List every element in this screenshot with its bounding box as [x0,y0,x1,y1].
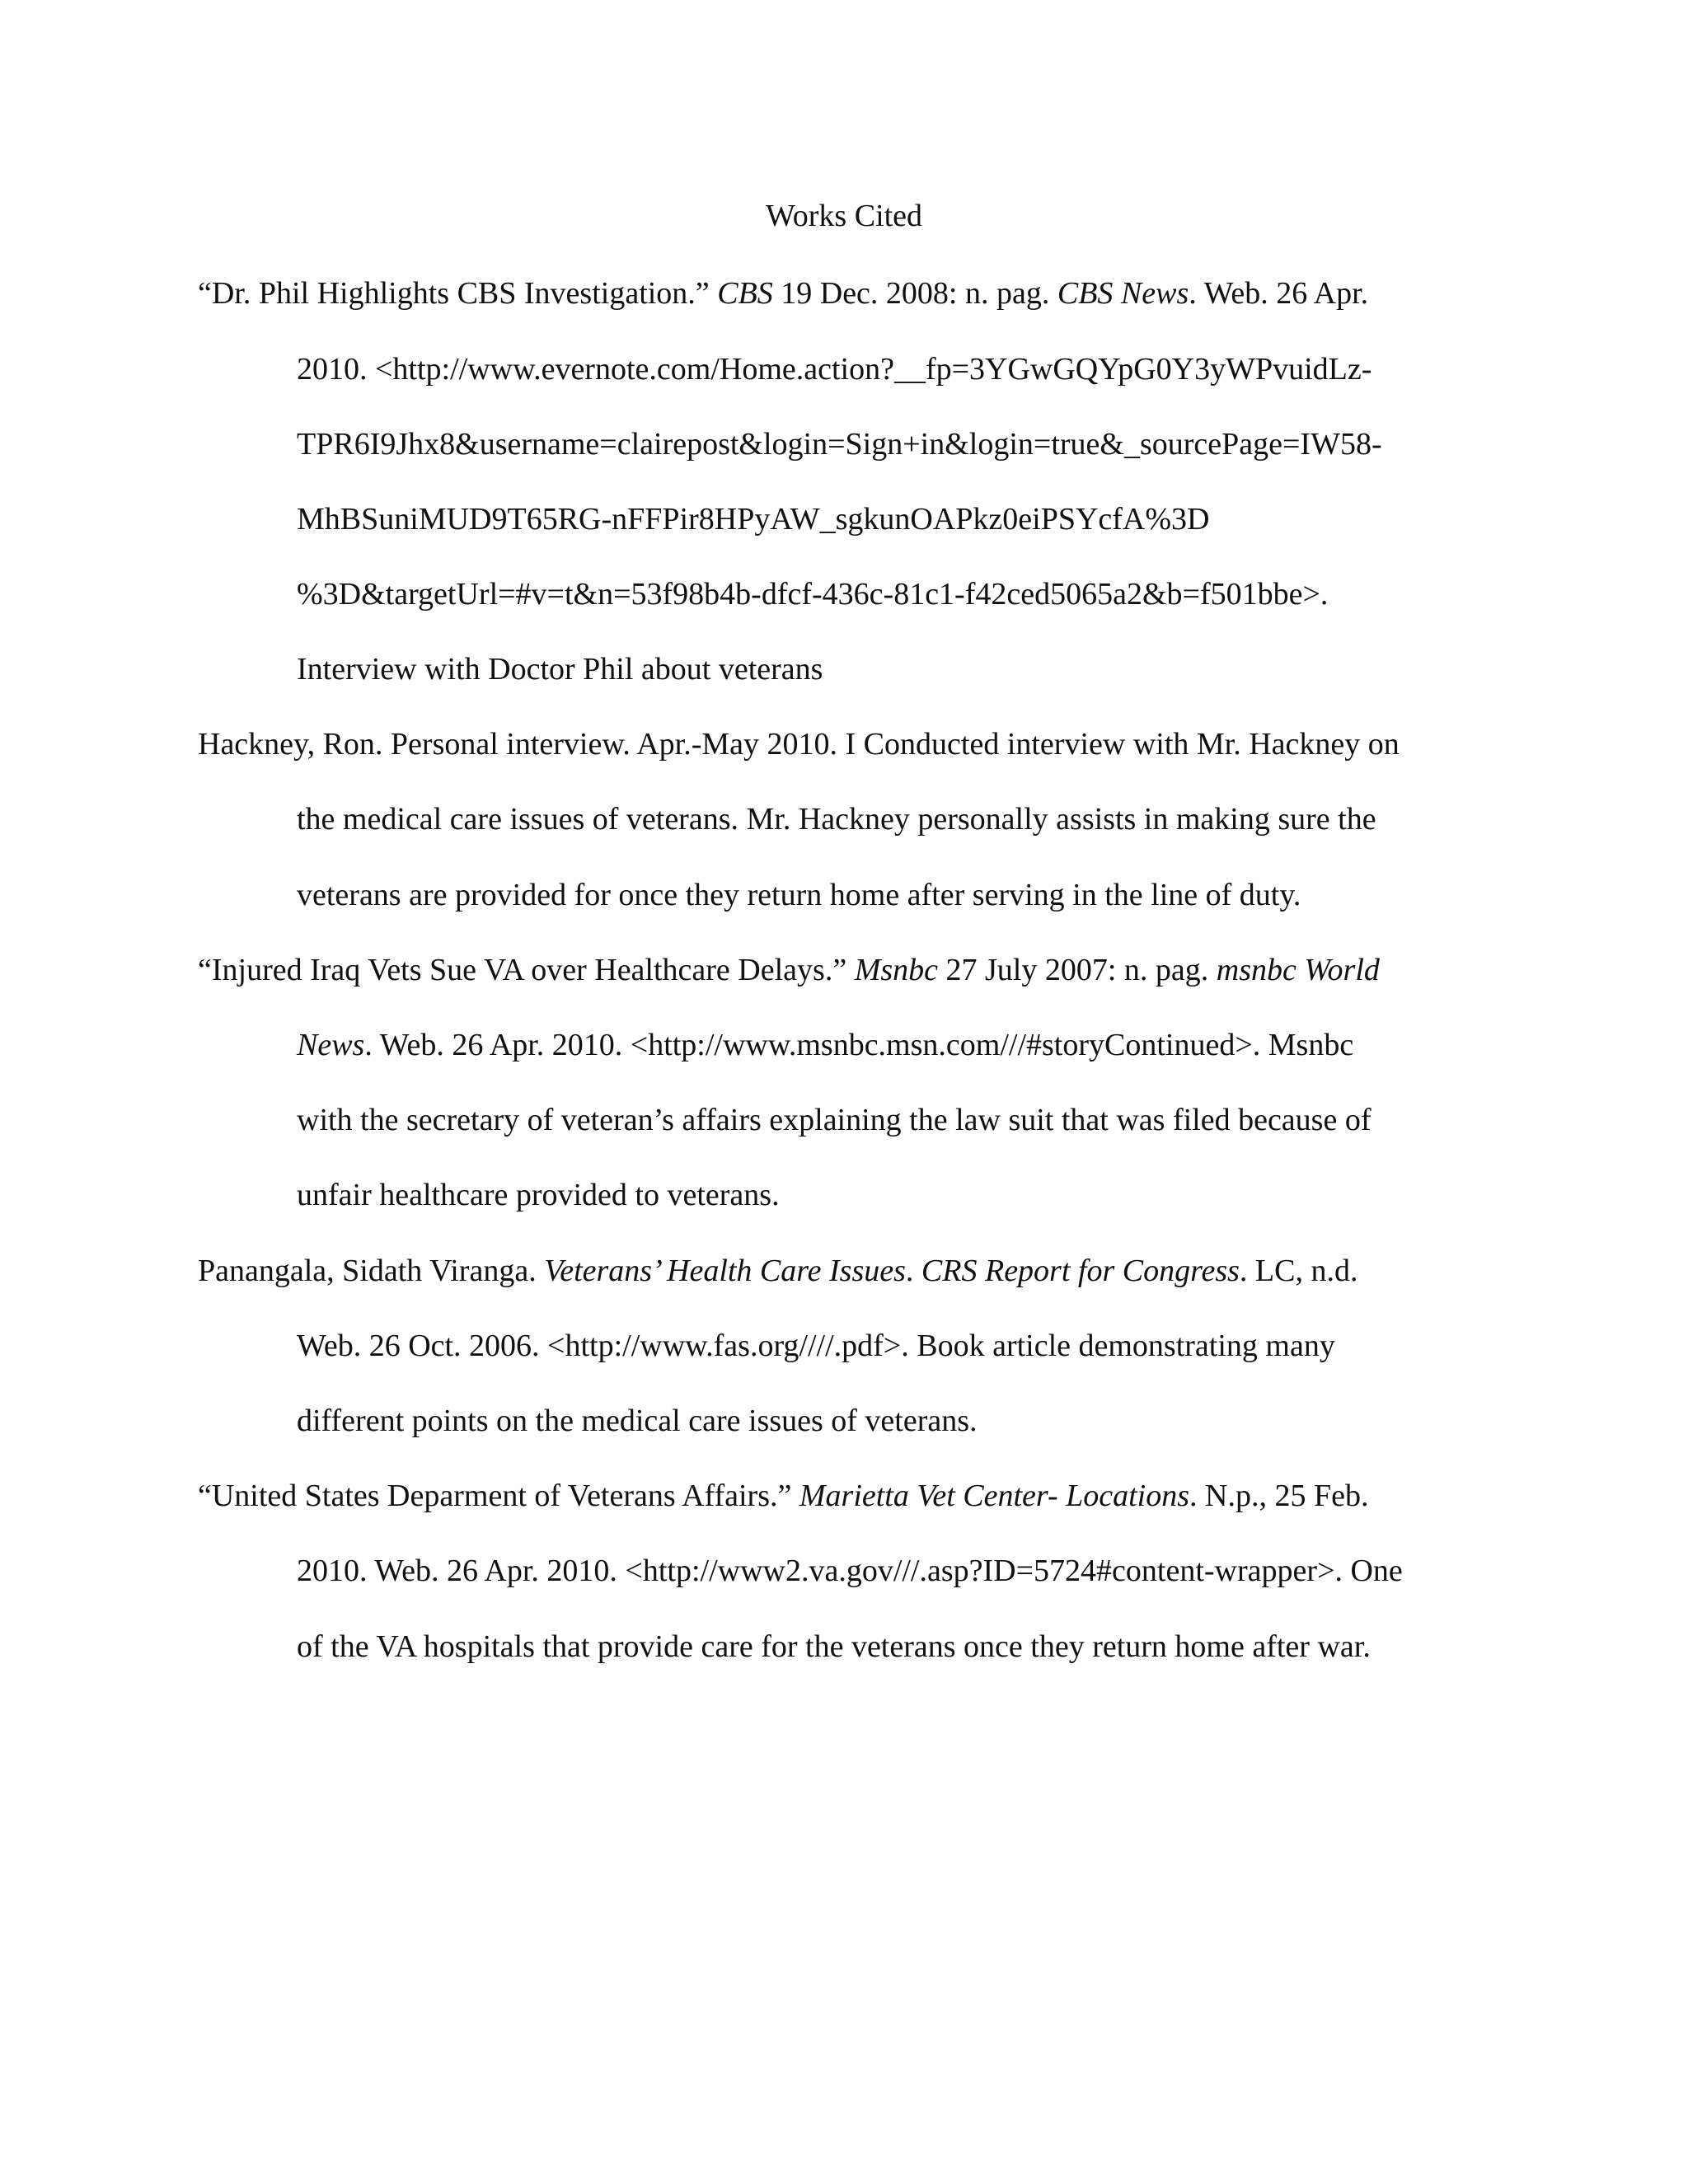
citation-line: 2010. Web. 26 Apr. 2010. <http://www2.va.gov///.asp?ID=5724#content-wrapper>. One [297,1554,1403,1588]
citation-line: Hackney, Ron. Personal interview. Apr.-May 2010. I Conducted interview with Mr. Hackney on [198,727,1400,762]
citation-line: the medical care issues of veterans. Mr. Hackney personally assists in making sure the [297,802,1376,837]
citation-line: of the VA hospitals that provide care for the veterans once they return home after war. [297,1629,1371,1664]
citation-line: News. Web. 26 Apr. 2010. <http://www.msnbc.msn.com///#storyContinued>. Msnbc [297,1028,1354,1062]
citation-line: “Dr. Phil Highlights CBS Investigation.” CBS 19 Dec. 2008: n. pag. CBS News. Web. 26 Apr. [198,276,1369,311]
citation-line: TPR6I9Jhx8&username=clairepost&login=Sign+in&login=true&_sourcePage=IW58- [297,427,1382,462]
citation-line: veterans are provided for once they return home after serving in the line of duty. [297,878,1301,912]
citation-line: “United States Deparment of Veterans Affairs.” Marietta Vet Center- Locations. N.p., 25 Feb. [198,1479,1369,1513]
citation-line: Web. 26 Oct. 2006. <http://www.fas.org////.pdf>. Book article demonstrating many [297,1329,1335,1363]
citation-line: Interview with Doctor Phil about veterans [297,652,823,687]
citation-line: unfair healthcare provided to veterans. [297,1178,780,1212]
citation-line: “Injured Iraq Vets Sue VA over Healthcare Delays.” Msnbc 27 July 2007: n. pag. msnbc World [198,953,1380,987]
citation-line: MhBSuniMUD9T65RG-nFFPir8HPyAW_sgkunOAPkz0eiPSYcfA%3D [297,502,1210,537]
citation-line: with the secretary of veteran’s affairs explaining the law suit that was filed because of [297,1103,1372,1137]
citation-line: 2010. <http://www.evernote.com/Home.action?__fp=3YGwGQYpG0Y3yWPvuidLz- [297,352,1372,387]
page-title: Works Cited [765,199,923,233]
citation-line: %3D&targetUrl=#v=t&n=53f98b4b-dfcf-436c-81c1-f42ced5065a2&b=f501bbe>. [297,577,1329,612]
citation-line: Panangala, Sidath Viranga. Veterans’ Health Care Issues. CRS Report for Congress. LC, n.d. [198,1254,1358,1288]
citation-line: different points on the medical care issues of veterans. [297,1404,978,1438]
